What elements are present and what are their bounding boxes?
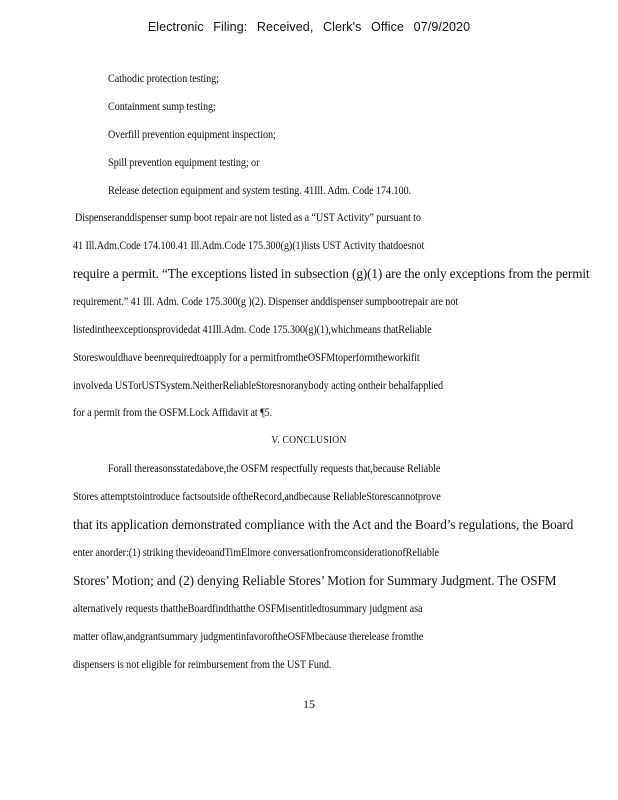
body-line: alternatively requests thattheBoardfindthatthe OSFMisentitledtosummary judgment asa <box>73 602 423 615</box>
list-item: Cathodic protection testing; <box>108 72 219 85</box>
list-item: Overfill prevention equipment inspection; <box>108 128 276 141</box>
body-line: Dispenseranddispenser sump boot repair are not listed as a “UST Activity” pursuant to <box>75 211 421 224</box>
body-line: Stores attemptstointroduce factsoutside oftheRecord,andbecause ReliableStorescannotprove <box>73 490 441 503</box>
body-line: Forall thereasonsstatedabove,the OSFM respectfully requests that,because Reliable <box>108 462 441 475</box>
section-heading: V. CONCLUSION <box>271 435 347 446</box>
body-line: listedintheexceptionsprovidedat 41Ill.Adm. Code 175.300(g)(1),whichmeans thatReliable <box>73 323 432 336</box>
body-line: Stores’ Motion; and (2) denying Reliable Stores’ Motion for Summary Judgment. The OSFM <box>73 573 557 588</box>
body-line: involveda USTorUSTSystem.NeitherReliableStoresnoranybody acting ontheir behalfapplied <box>73 379 444 392</box>
body-line: dispensers is not eligible for reimbursement from the UST Fund. <box>73 658 332 671</box>
body-line: require a permit. “The exceptions listed in subsection (g)(1) are the only exceptions from the permit <box>73 266 590 281</box>
body-line: Storeswouldhave beenrequiredtoapply for a permitfromtheOSFMtoperformtheworkifit <box>73 351 420 364</box>
body-line: requirement.” 41 Ill. Adm. Code 175.300(g )(2). Dispenser anddispenser sumpbootrepair are not <box>73 295 459 308</box>
body-line: enter anorder:(1) striking thevideoandTimElmore conversationfromconsiderationofReliable <box>73 546 439 559</box>
body-line: that its application demonstrated compliance with the Act and the Board’s regulations, the Board <box>73 517 574 532</box>
list-item: Release detection equipment and system testing. 41Ill. Adm. Code 174.100. <box>108 184 412 197</box>
body-line: for a permit from the OSFM.Lock Affidavit at ¶5. <box>73 406 273 419</box>
list-item: Spill prevention equipment testing; or <box>108 156 260 169</box>
filing-header: Electronic Filing: Received, Clerk's Office 07/9/2020 <box>147 20 471 34</box>
body-line: 41 Ill.Adm.Code 174.100.41 Ill.Adm.Code 175.300(g)(1)lists UST Activity thatdoesnot <box>73 239 425 252</box>
page-number: 15 <box>303 697 315 711</box>
body-line: matter oflaw,andgrantsummary judgmentinfavoroftheOSFMbecause therelease fromthe <box>73 630 424 643</box>
list-item: Containment sump testing; <box>108 100 216 113</box>
